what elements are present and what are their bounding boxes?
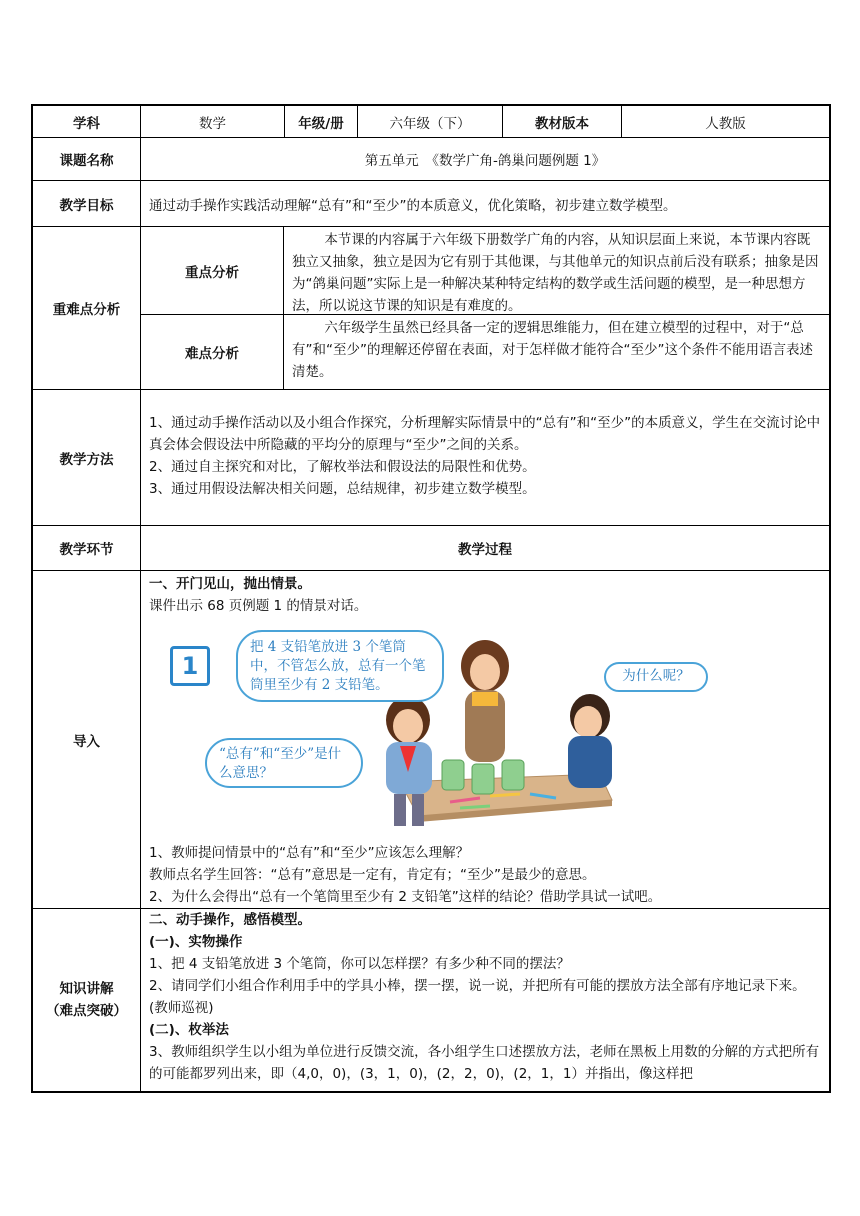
key-analysis-text (284, 227, 829, 314)
topic-label: 课题名称 (59, 153, 114, 169)
knowledge-label-line2: （难点突破） (46, 1003, 127, 1019)
stage-header: 教学环节 (59, 542, 114, 558)
goal-label: 教学目标 (59, 197, 114, 214)
knowledge-sub-1: (一)、实物操作 (149, 934, 243, 950)
hard-analysis-paragraph: 六年级学生虽然已经具备一定的逻辑思维能力，但在建立模型的过程中，对于“总有”和“至少”的理解还停留在表面，对于怎样做才能符合“至少”这个条件不能用语言表述清楚。 (292, 320, 813, 380)
teacher-speech-bubble: 把 4 支铅笔放进 3 个笔筒中，不管怎么放，总有一个笔筒里至少有 2 支铅笔。 (236, 630, 444, 702)
hard-analysis-text (284, 315, 829, 389)
process-header: 教学过程 (458, 542, 512, 558)
intro-question-2: 2、为什么会得出“总有一个笔筒里至少有 2 支铅笔”这样的结论？借助学具试一试吧。 (149, 889, 662, 905)
method-label: 教学方法 (59, 451, 114, 468)
edition-label: 教材版本 (535, 115, 589, 132)
goal-value: 通过动手操作实践活动理解“总有”和“至少”的本质意义，优化策略，初步建立数学模型。 (149, 197, 677, 214)
intro-line: 课件出示 68 页例题 1 的情景对话。 (149, 598, 368, 614)
intro-label: 导入 (73, 733, 100, 750)
intro-heading-block (141, 571, 829, 621)
right-boy-speech-bubble: 为什么呢？ (604, 662, 708, 692)
table-rule (829, 104, 831, 1093)
knowledge-label (33, 909, 140, 1091)
knowledge-heading: 二、动手操作，感悟模型。 (149, 912, 311, 928)
key-analysis-label: 重点分析 (185, 264, 239, 281)
example-number-icon: 1 (170, 646, 210, 686)
grade-label: 年级/册 (298, 115, 344, 132)
left-boy-speech-bubble: “总有”和“至少”是什么意思？ (205, 738, 363, 788)
intro-answer-1: 教师点名学生回答：“总有”意思是一定有，肯定有；“至少”是最少的意思。 (149, 867, 596, 883)
edition-value: 人教版 (705, 115, 746, 132)
subject-value: 数学 (199, 115, 226, 132)
method-item: 1、通过动手操作活动以及小组合作探究，分析理解实际情景中的“总有”和“至少”的本质意义，学生在交流讨论中真会体会假设法中所隐藏的平均分的原理与“至少”之间的关系。 (149, 415, 821, 453)
knowledge-label-line1: 知识讲解 (59, 981, 114, 997)
method-item: 2、通过自主探究和对比，了解枚举法和假设法的局限性和优势。 (149, 459, 536, 475)
intro-heading: 一、开门见山，抛出情景。 (149, 576, 311, 592)
knowledge-para-2: 2、请同学们小组合作利用手中的学具小棒，摆一摆，说一说，并把所有可能的摆放方法全部有序地记录下来。(教师巡视) (149, 978, 806, 1016)
key-analysis-paragraph: 本节课的内容属于六年级下册数学广角的内容，从知识层面上来说，本节课内容既独立又抽象，独立是因为它有别于其他课，与其他单元的知识点前后没有联系；抽象是因为“鸽巢问题”实际上是一种解决某种特定结构的数学或生活问题的模型，是一种思想方法，所以说这节课的知识是有难度的。 (292, 232, 819, 314)
knowledge-sub-2: (二)、枚举法 (149, 1022, 229, 1038)
topic-value: 第五单元 《数学广角-鸽巢问题例题 1》 (364, 153, 606, 169)
subject-label: 学科 (73, 115, 100, 132)
analysis-label: 重难点分析 (52, 302, 121, 318)
hard-analysis-label: 难点分析 (185, 346, 239, 362)
knowledge-content (141, 909, 829, 1091)
method-item: 3、通过用假设法解决相关问题，总结规律，初步建立数学模型。 (149, 481, 536, 497)
intro-question-1: 1、教师提问情景中的“总有”和“至少”应该怎么理解？ (149, 845, 470, 861)
intro-questions (141, 838, 829, 908)
knowledge-para-1: 1、把 4 支铅笔放进 3 个笔筒，你可以怎样摆？有多少种不同的摆法？ (149, 956, 570, 972)
table-rule (31, 1091, 830, 1093)
knowledge-para-3: 3、教师组织学生以小组为单位进行反馈交流，各小组学生口述摆放方法，老师在黑板上用数的分解的方式把所有的可能都罗列出来，即（4,0，0)，(3，1，0)，(2，2，0)，(2，1，1）并指出，像这样把 (149, 1044, 820, 1082)
method-list (141, 390, 829, 525)
grade-value: 六年级（下） (389, 115, 471, 132)
